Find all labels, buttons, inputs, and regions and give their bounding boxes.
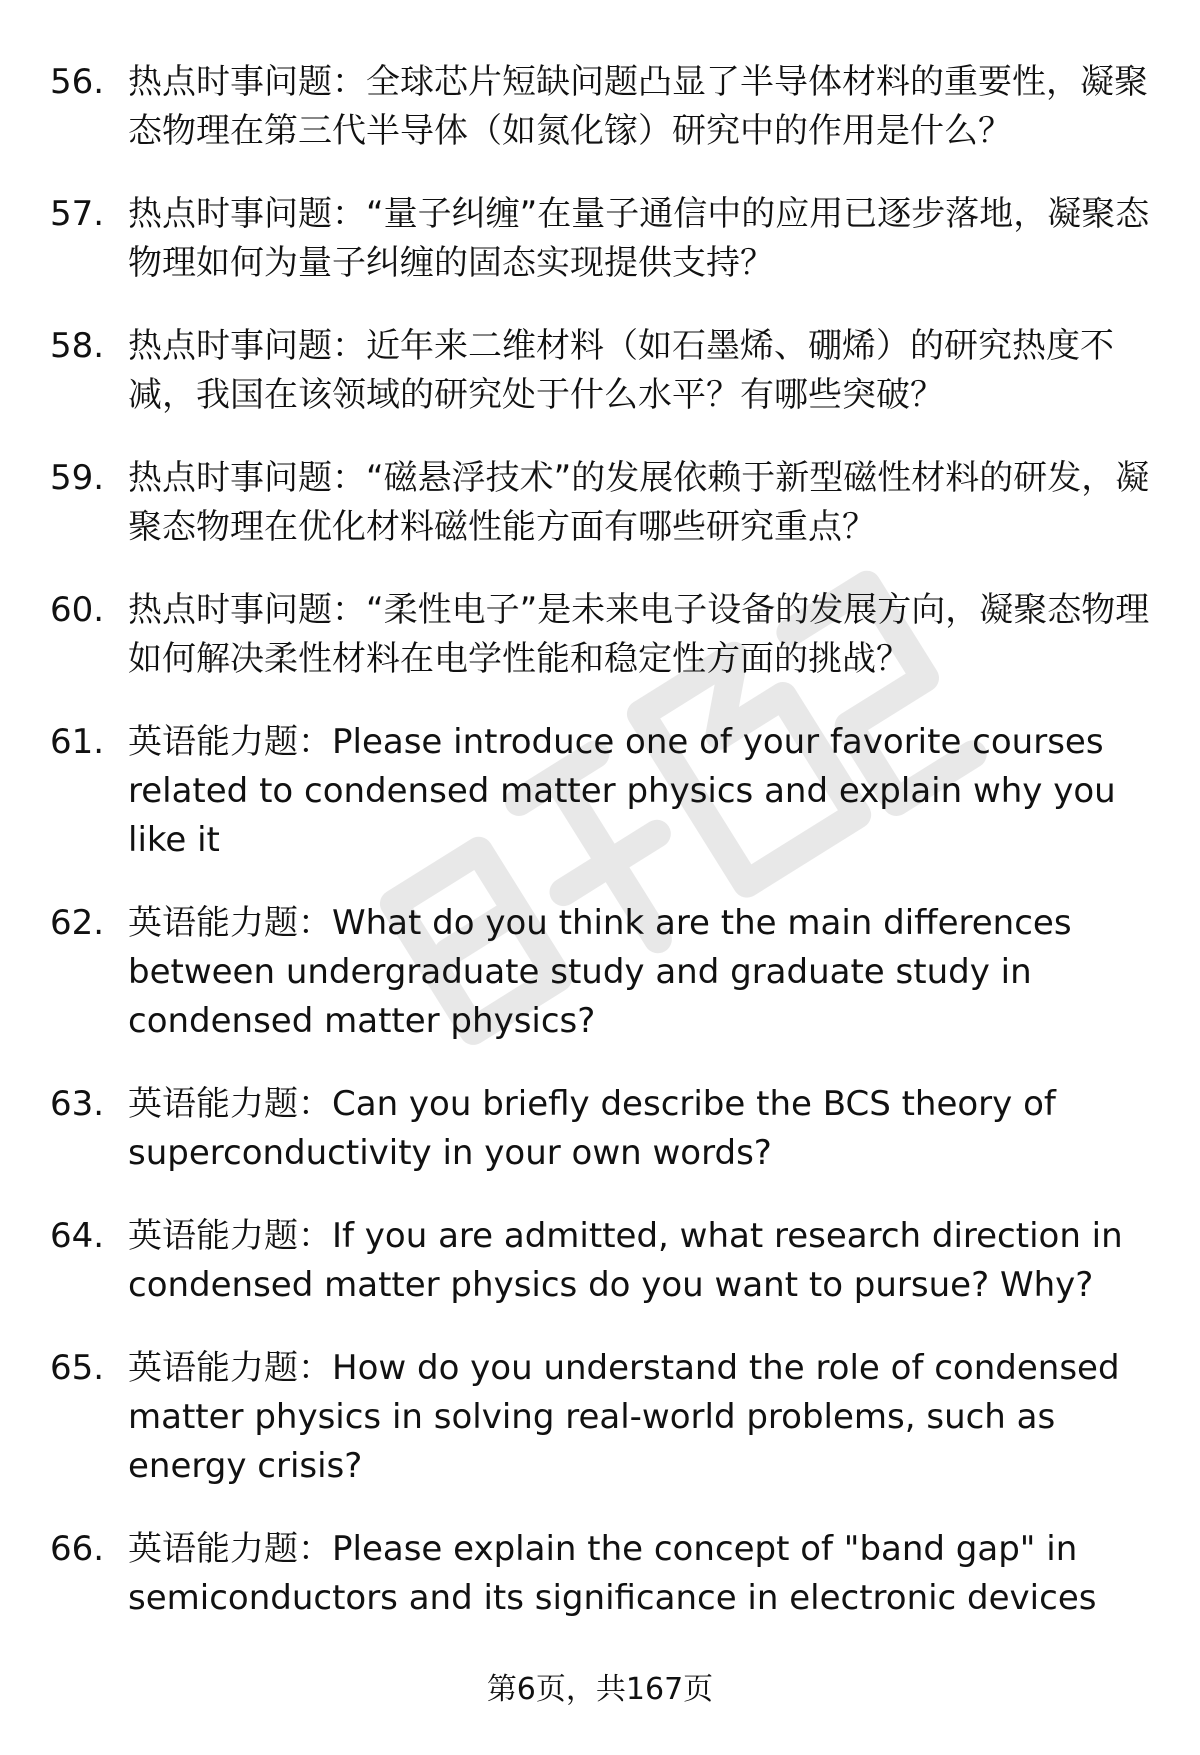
question-text: 英语能力题：What do you think are the main differences between undergraduate study and graduate study in condensed matter physics? [128,903,1072,1041]
question-text: 热点时事问题：近年来二维材料（如石墨烯、硼烯）的研究热度不减，我国在该领域的研究处于什么水平？有哪些突破？ [128,326,1114,415]
question-item-65 [50,1344,1160,1491]
question-number: 56. [50,62,105,102]
page-footer: 第6页，共167页 [486,1672,714,1707]
question-number: 60. [50,590,105,630]
question-item-60 [50,586,1160,684]
question-text: 热点时事问题：全球芯片短缺问题凸显了半导体材料的重要性，凝聚态物理在第三代半导体（如氮化镓）研究中的作用是什么？ [128,62,1148,151]
question-number: 58. [50,326,105,366]
question-text: 热点时事问题：“柔性电子”是未来电子设备的发展方向，凝聚态物理如何解决柔性材料在电学性能和稳定性方面的挑战？ [128,590,1150,679]
question-item-56 [50,58,1160,156]
question-number: 63. [50,1084,105,1124]
question-item-57 [50,190,1160,288]
question-item-61 [50,718,1160,865]
question-text: 热点时事问题：“量子纠缠”在量子通信中的应用已逐步落地，凝聚态物理如何为量子纠缠的固态实现提供支持？ [128,194,1150,283]
question-text: 英语能力题：Can you briefly describe the BCS theory of superconductivity in your own words? [128,1084,1056,1173]
question-list [50,58,1160,1657]
question-item-58 [50,322,1160,420]
question-item-66 [50,1525,1160,1623]
question-number: 66. [50,1529,105,1569]
question-item-59 [50,454,1160,552]
question-text: 英语能力题：Please explain the concept of "band gap" in semiconductors and its significance in electronic devices [128,1529,1097,1618]
question-item-64 [50,1212,1160,1310]
question-text: 热点时事问题：“磁悬浮技术”的发展依赖于新型磁性材料的研发，凝聚态物理在优化材料磁性能方面有哪些研究重点？ [128,458,1150,547]
question-item-62 [50,899,1160,1046]
question-text: 英语能力题：If you are admitted, what research direction in condensed matter physics do you want to pursue? Why? [128,1216,1123,1305]
question-number: 64. [50,1216,105,1256]
question-number: 61. [50,722,105,762]
question-number: 59. [50,458,105,498]
question-number: 62. [50,903,105,943]
question-item-63 [50,1080,1160,1178]
question-text: 英语能力题：Please introduce one of your favorite courses related to condensed matter physics and explain why you like it [128,722,1116,860]
question-number: 57. [50,194,105,234]
question-text: 英语能力题：How do you understand the role of condensed matter physics in solving real-world problems, such as energy crisis? [128,1348,1120,1486]
question-number: 65. [50,1348,105,1388]
